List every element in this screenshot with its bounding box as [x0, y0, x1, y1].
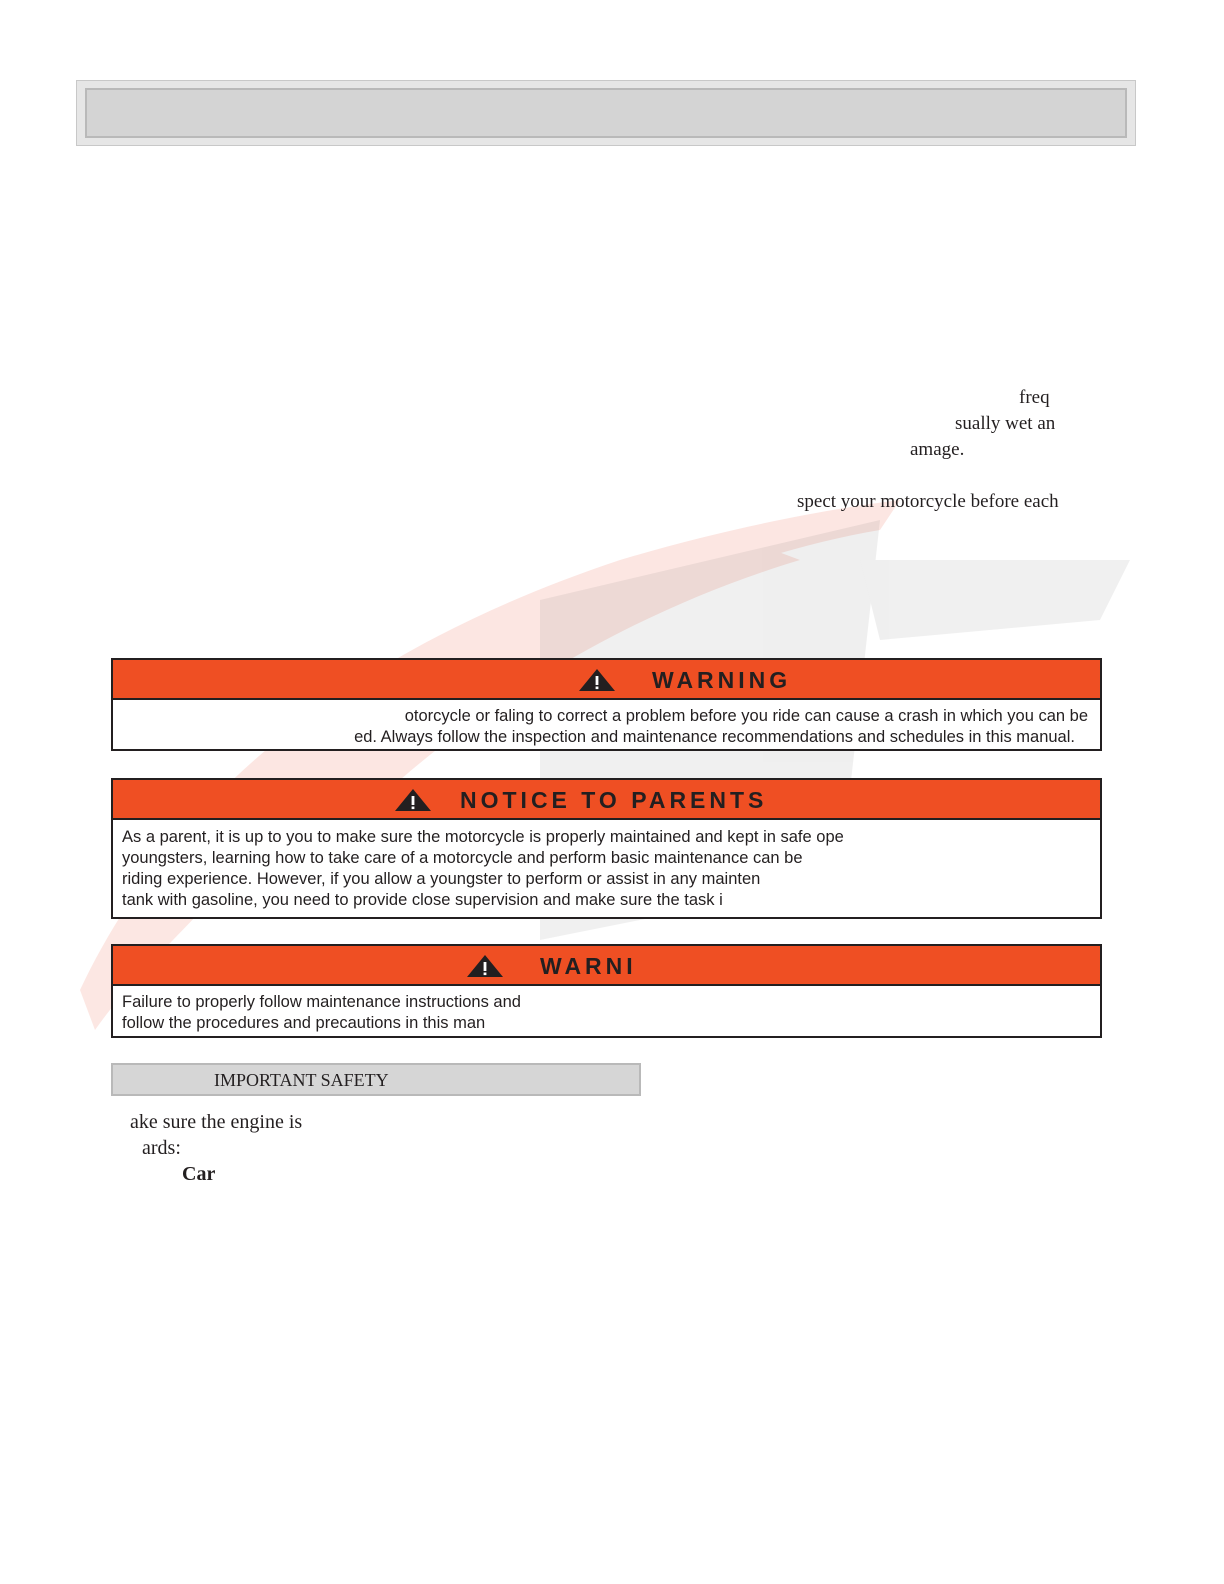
warning-text-line: follow the procedures and precautions in this man: [122, 1014, 486, 1032]
warning-box: [111, 658, 1102, 751]
warning-header: [113, 660, 1100, 700]
intro-fragment: freq: [1019, 387, 1050, 408]
safety-text-line: ake sure the engine is: [130, 1111, 303, 1133]
section-heading-bar: [111, 1063, 641, 1096]
notice-header: [113, 780, 1100, 820]
safety-text-line: Car: [182, 1163, 216, 1185]
intro-fragment: sually wet an: [955, 413, 1056, 434]
warning-title: WARNING: [652, 667, 792, 693]
notice-title: NOTICE TO PARENTS: [460, 787, 768, 813]
safety-text-line: ards:: [142, 1137, 181, 1159]
notice-text-line: riding experience. However, if you allow a youngster to perform or assist in any mainten: [122, 870, 761, 888]
warning-header: [113, 946, 1100, 986]
warning-box-2: [111, 944, 1102, 1038]
intro-fragment: spect your motorcycle before each: [797, 491, 1059, 512]
warning-triangle-icon: [466, 954, 504, 978]
warning-triangle-icon: [578, 668, 616, 692]
warning-triangle-icon: [394, 788, 432, 812]
section-heading: IMPORTANT SAFETY: [214, 1070, 389, 1090]
intro-fragment: amage.: [910, 439, 965, 460]
page-header-bar: [76, 80, 1136, 146]
notice-text-line: youngsters, learning how to take care of a motorcycle and perform basic maintenance can be: [122, 849, 803, 867]
warning-title: WARNI: [540, 953, 637, 979]
warning-text-line: ed. Always follow the inspection and maintenance recommendations and schedules in this manual.: [354, 728, 1075, 746]
warning-text-line: otorcycle or faling to correct a problem before you ride can cause a crash in which you can be: [404, 707, 1088, 725]
warning-text-line: Failure to properly follow maintenance instructions and: [122, 993, 521, 1011]
page-header-title: [85, 88, 1127, 138]
notice-text-line: tank with gasoline, you need to provide close supervision and make sure the task i: [122, 891, 723, 909]
notice-text-line: As a parent, it is up to you to make sure the motorcycle is properly maintained and kept in safe ope: [122, 828, 844, 846]
notice-to-parents-box: [111, 778, 1102, 919]
